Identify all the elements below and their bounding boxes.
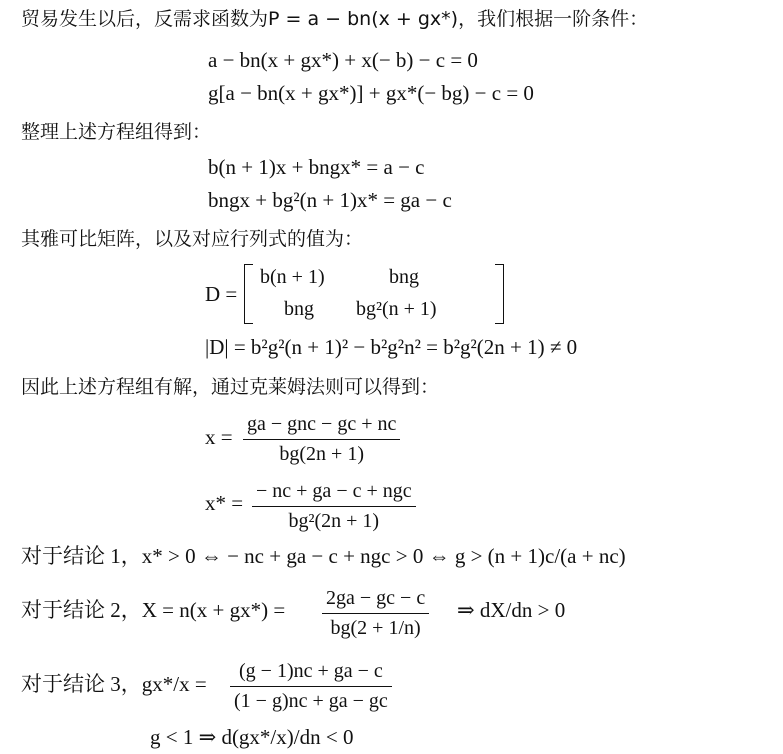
system-equation-2: bngx + bg²(n + 1)x* = ga − c [208,188,452,212]
xstar-solution-lhs: x* = [205,491,244,515]
matrix-a11: b(n + 1) [260,266,325,288]
organize-text: 整理上述方程组得到： [21,121,212,143]
conclusion-2-denominator: bg(2 + 1/n) [330,617,421,639]
conclusion-3-numerator: (g − 1)nc + ga − c [239,660,383,682]
jacobian-matrix [244,264,504,324]
matrix-a22: bg²(n + 1) [356,298,437,320]
matrix-lhs: D = [205,282,238,306]
conclusion-2-prefix: 对于结论 2，X = n(x + gx*) = [21,598,286,622]
jacobian-text: 其雅可比矩阵，以及对应行列式的值为： [21,228,364,250]
conclusion-3-fraction [230,660,392,713]
matrix-right-bracket [495,264,504,324]
determinant-equation: |D| = b²g²(n + 1)² − b²g²n² = b²g²(2n + 1) ≠ 0 [205,335,578,359]
intro-text: 贸易发生以后，反需求函数为P = a − bn(x + gx*)，我们根据一阶条件： [21,8,649,30]
xstar-solution-numerator: − nc + ga − c + ngc [256,480,412,502]
foc-equation-2: g[a − bn(x + gx*)] + gx*(− bg) − c = 0 [208,81,534,105]
x-solution-numerator: ga − gnc − gc + nc [247,413,397,435]
conclusion-2-numerator: 2ga − gc − c [326,587,426,609]
x-solution-fraction [243,413,400,466]
matrix-left-bracket [244,264,253,324]
foc-equation-1: a − bn(x + gx*) + x(− b) − c = 0 [208,48,478,72]
cramer-text: 因此上述方程组有解，通过克莱姆法则可以得到： [21,376,440,398]
matrix-a21: bng [284,298,314,320]
final-statement: g < 1 ⇒ d(gx*/x)/dn < 0 [150,725,354,749]
matrix-a12: bng [389,266,419,288]
x-solution-denominator: bg(2n + 1) [279,443,364,465]
conclusion-2-fraction [322,587,429,640]
xstar-solution-fraction [252,480,416,533]
x-solution-lhs: x = [205,425,233,449]
conclusion-3-denominator: (1 − g)nc + ga − gc [234,690,388,712]
conclusion-3-prefix: 对于结论 3，gx*/x = [21,672,207,696]
xstar-solution-denominator: bg²(2n + 1) [288,510,380,532]
system-equation-1: b(n + 1)x + bngx* = a − c [208,155,425,179]
conclusion-1: 对于结论 1，x* > 0 ⇔ − nc + ga − c + ngc > 0 ⇔ g > (n + 1)c/(a + nc) [21,544,626,568]
conclusion-2-suffix: ⇒ dX/dn > 0 [457,598,566,622]
